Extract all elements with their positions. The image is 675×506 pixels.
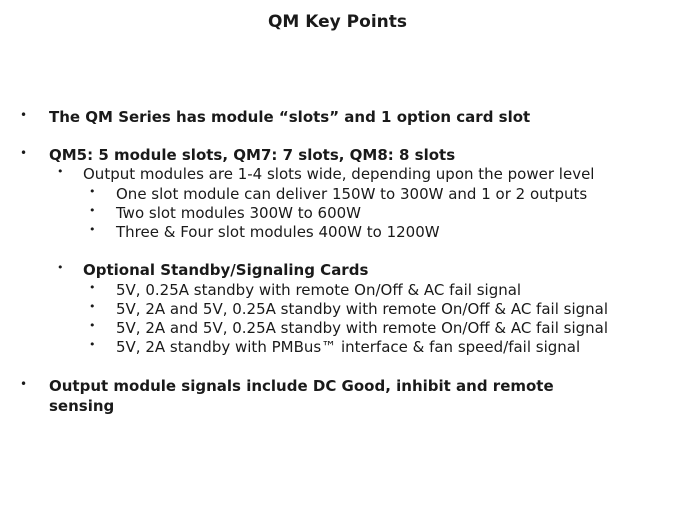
bullet-text: sensing <box>49 397 115 415</box>
bullet-text: Two slot modules 300W to 600W <box>116 204 362 222</box>
bullet-text: 5V, 2A and 5V, 0.25A standby with remote On/Off & AC fail signal <box>116 300 609 318</box>
bullet-marker: • <box>20 108 28 122</box>
bullet-text: 5V, 2A standby with PMBus™ interface & fan speed/fail signal <box>116 338 581 356</box>
page-title: QM Key Points <box>267 12 407 32</box>
bullet-marker: • <box>89 338 96 351</box>
bullet-text: 5V, 0.25A standby with remote On/Off & AC fail signal <box>116 281 522 299</box>
bullet-text: Output module signals include DC Good, inhibit and remote <box>49 377 554 395</box>
bullet-marker: • <box>57 165 64 178</box>
bullet-text: QM5: 5 module slots, QM7: 7 slots, QM8: 8 slots <box>49 146 456 164</box>
bullet-text: Output modules are 1-4 slots wide, depending upon the power level <box>83 165 595 183</box>
bullet-text: One slot module can deliver 150W to 300W and 1 or 2 outputs <box>116 185 588 203</box>
bullet-marker: • <box>20 146 28 160</box>
bullet-marker: • <box>89 204 96 217</box>
bullet-marker: • <box>89 300 96 313</box>
bullet-marker: • <box>89 223 96 236</box>
bullet-marker: • <box>57 261 64 274</box>
bullet-marker: • <box>20 377 28 391</box>
bullet-marker: • <box>89 185 96 198</box>
bullet-text: Optional Standby/Signaling Cards <box>83 261 369 279</box>
bullet-text: 5V, 2A and 5V, 0.25A standby with remote On/Off & AC fail signal <box>116 319 609 337</box>
bullet-text: The QM Series has module “slots” and 1 option card slot <box>49 108 531 126</box>
bullet-marker: • <box>89 281 96 294</box>
bullet-text: Three & Four slot modules 400W to 1200W <box>116 223 440 241</box>
bullet-marker: • <box>89 319 96 332</box>
